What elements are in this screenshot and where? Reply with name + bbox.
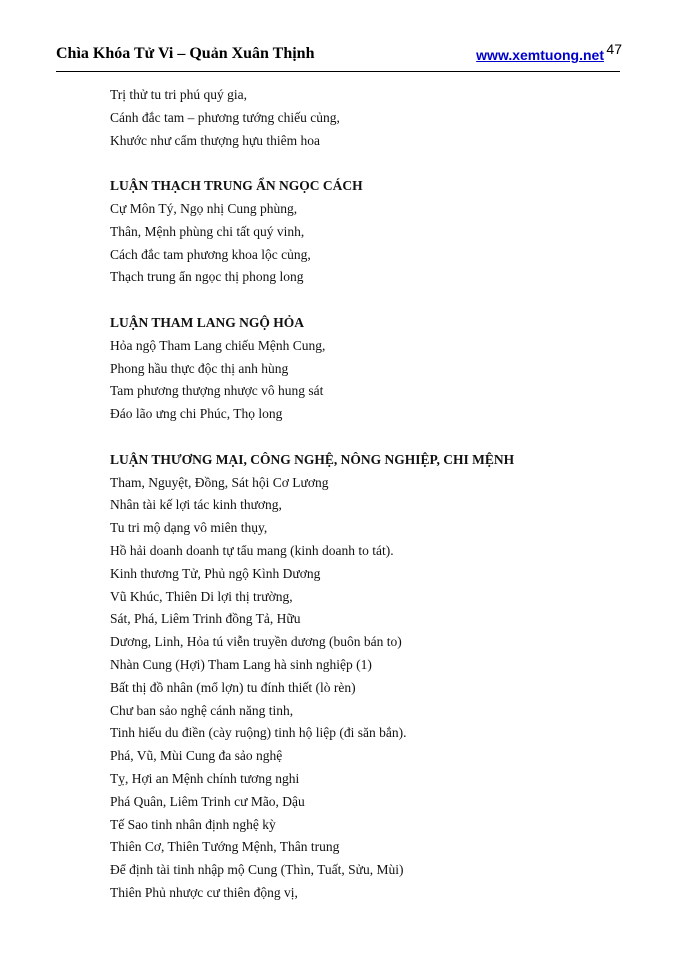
document-title: Chìa Khóa Tử Vi – Quản Xuân Thịnh bbox=[56, 45, 315, 62]
verse-line: Cánh đắc tam – phương tướng chiếu củng, bbox=[110, 109, 340, 125]
verse-line: Hồ hải doanh doanh tự tẩu mang (kinh doanh to tát). bbox=[110, 542, 394, 558]
verse-line: Tham, Nguyệt, Đồng, Sát hội Cơ Lương bbox=[110, 474, 329, 490]
verse-line: Khước như cẩm thượng hựu thiêm hoa bbox=[110, 132, 321, 148]
verse-line: Tam phương thượng nhược vô hung sát bbox=[110, 383, 324, 399]
page-header bbox=[56, 43, 620, 72]
verse-line: Đáo lão ưng chi Phúc, Thọ long bbox=[110, 406, 283, 422]
page-content bbox=[110, 84, 630, 927]
verse-line: Tỵ, Hợi an Mệnh chính tương nghi bbox=[110, 770, 300, 786]
verse-line: Vũ Khúc, Thiên Di lợi thị trường, bbox=[110, 588, 293, 604]
verse-line: Cự Môn Tý, Ngọ nhị Cung phùng, bbox=[110, 200, 298, 216]
verse-line: Thạch trung ẩn ngọc thị phong long bbox=[110, 269, 304, 285]
verse-line: Dương, Linh, Hỏa tú viễn truyền dương (buôn bán to) bbox=[110, 634, 402, 650]
verse-line: Để định tài tinh nhập mộ Cung (Thìn, Tuất, Sửu, Mùi) bbox=[110, 862, 404, 878]
verse-line: Tu tri mộ dạng vô miên thụy, bbox=[110, 520, 268, 536]
section-heading: LUẬN THẠCH TRUNG ẨN NGỌC CÁCH bbox=[110, 178, 363, 194]
verse-line: Thiên Cơ, Thiên Tướng Mệnh, Thân trung bbox=[110, 839, 340, 855]
verse-section-thuong-mai bbox=[110, 449, 630, 905]
page-number: 47 bbox=[606, 41, 622, 57]
verse-line: Hỏa ngộ Tham Lang chiếu Mệnh Cung, bbox=[110, 337, 326, 353]
verse-section-tham-lang bbox=[110, 312, 630, 426]
verse-line: Cách đắc tam phương khoa lộc củng, bbox=[110, 246, 311, 262]
verse-line: Phá, Vũ, Mùi Cung đa sảo nghệ bbox=[110, 748, 283, 764]
section-heading: LUẬN THƯƠNG MẠI, CÔNG NGHỆ, NÔNG NGHIỆP, CHI MỆNH bbox=[110, 451, 515, 467]
verse-line: Thân, Mệnh phùng chi tất quý vinh, bbox=[110, 223, 305, 239]
verse-section-intro bbox=[110, 84, 630, 152]
verse-line: Tinh hiếu du điền (cày ruộng) tinh hộ liệp (đi săn bắn). bbox=[110, 725, 407, 741]
verse-section-thach-trung bbox=[110, 175, 630, 289]
verse-line: Bất thị đồ nhân (mổ lợn) tu đính thiết (lò rèn) bbox=[110, 679, 356, 695]
verse-line: Sát, Phá, Liêm Trinh đồng Tả, Hữu bbox=[110, 611, 301, 627]
verse-line: Kinh thương Tử, Phủ ngộ Kình Dương bbox=[110, 565, 321, 581]
verse-line: Chư ban sảo nghệ cánh năng tinh, bbox=[110, 702, 294, 718]
verse-line: Phá Quân, Liêm Trinh cư Mão, Dậu bbox=[110, 793, 305, 809]
website-link[interactable]: www.xemtuong.net bbox=[476, 47, 604, 63]
section-heading: LUẬN THAM LANG NGỘ HỎA bbox=[110, 314, 305, 330]
verse-line: Trị thử tu tri phú quý gia, bbox=[110, 87, 247, 102]
verse-line: Tế Sao tinh nhân định nghệ kỳ bbox=[110, 816, 276, 832]
verse-line: Nhân tài kế lợi tác kinh thương, bbox=[110, 497, 282, 513]
verse-line: Nhàn Cung (Hợi) Tham Lang hà sinh nghiệp (1) bbox=[110, 656, 372, 672]
verse-line: Thiên Phủ nhược cư thiên động vị, bbox=[110, 884, 298, 900]
verse-line: Phong hầu thực độc thị anh hùng bbox=[110, 360, 289, 376]
